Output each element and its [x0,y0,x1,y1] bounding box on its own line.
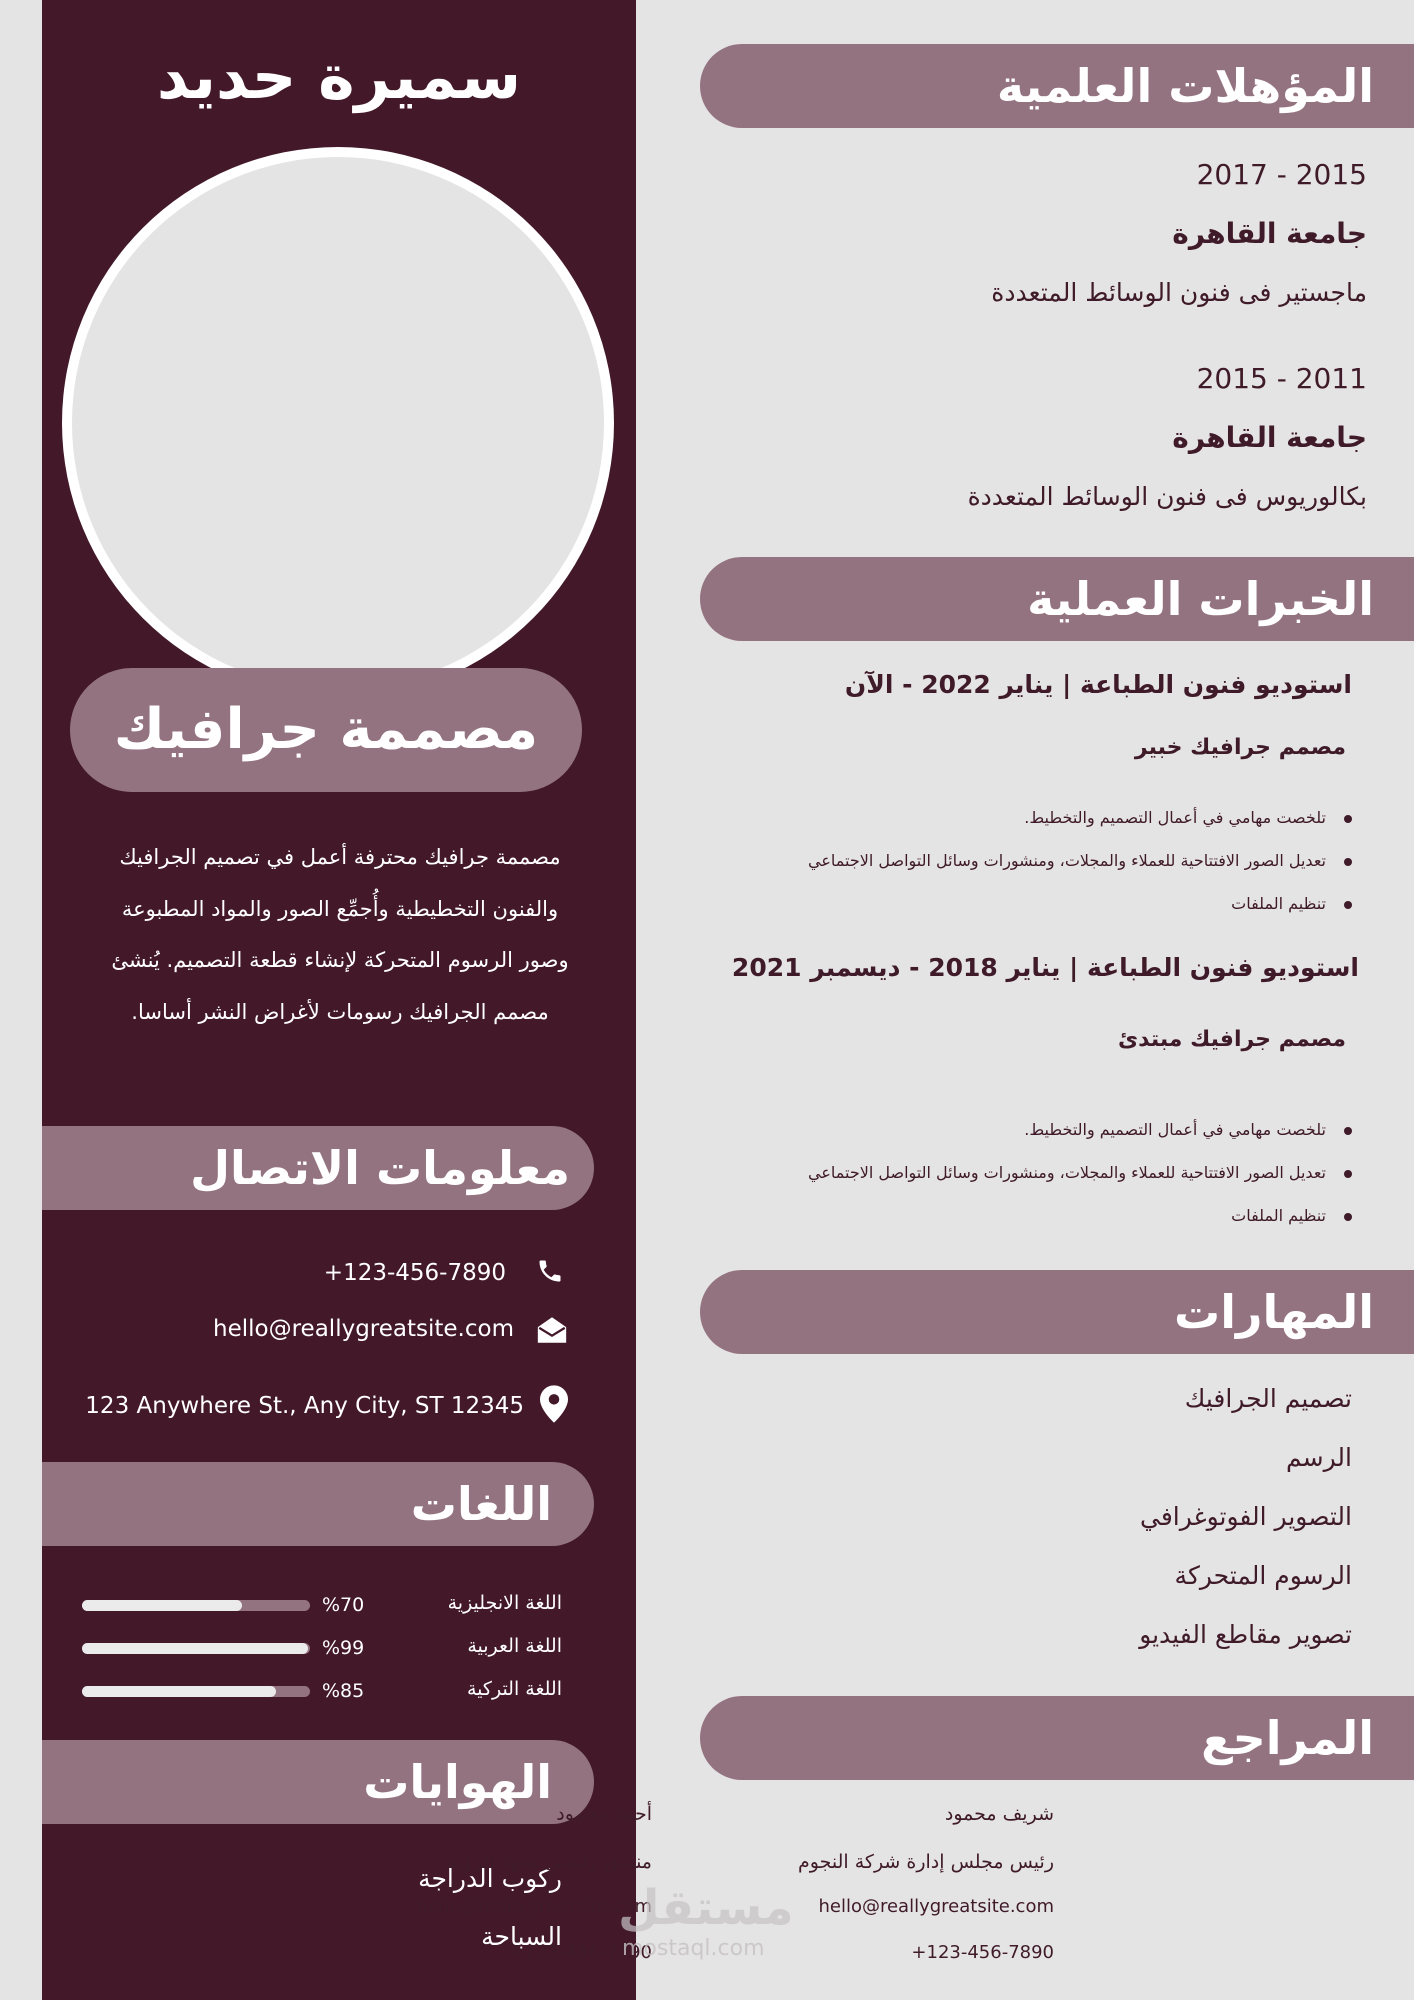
experience-role: مصمم جرافيك خبير [1134,735,1346,760]
bullet-text: تنظيم الملفات [1231,894,1326,913]
reference-phone: +123-456-7890 [509,1942,652,1963]
reference-email[interactable]: hello@reallygreatsite.com [416,1896,652,1917]
education-university: جامعة القاهرة [1172,217,1367,250]
language-percent: %85 [322,1680,365,1702]
education-section-title: المؤهلات العلمية [700,44,1414,128]
experience-bullet [662,894,1352,913]
language-bar [82,1600,310,1611]
education-degree: ماجستير فى فنون الوسائط المتعددة [991,278,1367,307]
bullet-dot [1344,858,1352,866]
reference-name: شريف محمود [944,1803,1054,1825]
email-text[interactable]: hello@reallygreatsite.com [213,1316,514,1342]
person-name: سميرة حديد [156,40,522,113]
bullet-dot [1344,815,1352,823]
experience-bullet [662,1206,1352,1225]
experience-role: مصمم جرافيك مبتدئ [1117,1027,1346,1052]
language-percent: %70 [322,1594,365,1616]
contact-section-title: معلومات الاتصال [42,1126,594,1210]
reference-role: رئيس مجلس إدارة شركة النجوم [798,1851,1054,1873]
experience-title: استوديو فنون الطباعة | يناير 2022 - الآن [844,670,1352,699]
reference-name: أحمد محمود [556,1803,652,1825]
bullet-dot [1344,1170,1352,1178]
map-pin-icon [540,1385,568,1423]
bullet-text: تعديل الصور الافتتاحية للعملاء والمجلات، ومنشورات وسائل التواصل الاجتماعي [807,1163,1326,1182]
hobbies-section-title: الهوايات [42,1740,594,1824]
experience-bullet [662,808,1352,827]
job-title-badge: مصممة جرافيك [70,668,582,792]
experience-bullet [662,851,1352,870]
references-section-title: المراجع [700,1696,1414,1780]
reference-role: منسق رئيسي معهد الرؤية [447,1851,652,1873]
language-bar [82,1643,310,1654]
skill-item: الرسم [1286,1443,1352,1472]
bullet-text: تعديل الصور الافتتاحية للعملاء والمجلات، ومنشورات وسائل التواصل الاجتماعي [807,851,1326,870]
skill-item: تصميم الجرافيك [1184,1384,1352,1413]
languages-section-title: اللغات [42,1462,594,1546]
hobby-item: السباحة [481,1922,562,1951]
phone-icon [536,1255,564,1287]
language-bar-fill [82,1686,276,1697]
education-degree: بكالوريوس فى فنون الوسائط المتعددة [967,482,1367,511]
envelope-icon [534,1313,570,1347]
language-percent: %99 [322,1637,365,1659]
language-label: اللغة العربية [467,1635,562,1657]
bullet-text: تلخصت مهامي في أعمال التصميم والتخطيط. [1024,808,1326,827]
bullet-dot [1344,1127,1352,1135]
bullet-text: تنظيم الملفات [1231,1206,1326,1225]
profile-photo-placeholder [72,157,604,689]
watermark-logo: مستقل [618,1880,794,1936]
bullet-dot [1344,901,1352,909]
reference-email[interactable]: hello@reallygreatsite.com [818,1896,1054,1917]
bullet-dot [1344,1213,1352,1221]
experience-bullet [662,1163,1352,1182]
hobby-item: ركوب الدراجة [418,1864,562,1893]
skills-section-title: المهارات [700,1270,1414,1354]
reference-phone: +123-456-7890 [911,1942,1054,1963]
language-label: اللغة التركية [467,1678,562,1700]
bullet-text: تلخصت مهامي في أعمال التصميم والتخطيط. [1024,1120,1326,1139]
watermark-url: mostaql.com [622,1936,765,1961]
skill-item: تصوير مقاطع الفيديو [1139,1620,1352,1649]
experience-bullet [662,1120,1352,1139]
phone-text[interactable]: +123-456-7890 [323,1260,506,1286]
language-label: اللغة الانجليزية [447,1592,562,1614]
language-bar-fill [82,1643,308,1654]
address-text: 123 Anywhere St., Any City, ST 12345 [85,1393,524,1419]
education-university: جامعة القاهرة [1172,421,1367,454]
education-years: 2011 - 2015 [1196,362,1367,395]
language-bar-fill [82,1600,242,1611]
skill-item: التصوير الفوتوغرافي [1140,1502,1352,1531]
education-years: 2015 - 2017 [1196,158,1367,191]
experience-section-title: الخبرات العملية [700,557,1414,641]
language-bar [82,1686,310,1697]
experience-title: استوديو فنون الطباعة | يناير 2018 - ديسمبر 2021 [731,953,1359,982]
profile-summary: مصممة جرافيك محترفة أعمل في تصميم الجرافيك والفنون التخطيطية وأُجمِّع الصور والمواد المطبوعة وصور الرسوم المتحركة لإنشاء قطعة التصميم. يُنشئ مصمم الجرافيك رسومات لأغراض النشر أساسا. [111,845,569,1024]
skill-item: الرسوم المتحركة [1174,1561,1352,1590]
